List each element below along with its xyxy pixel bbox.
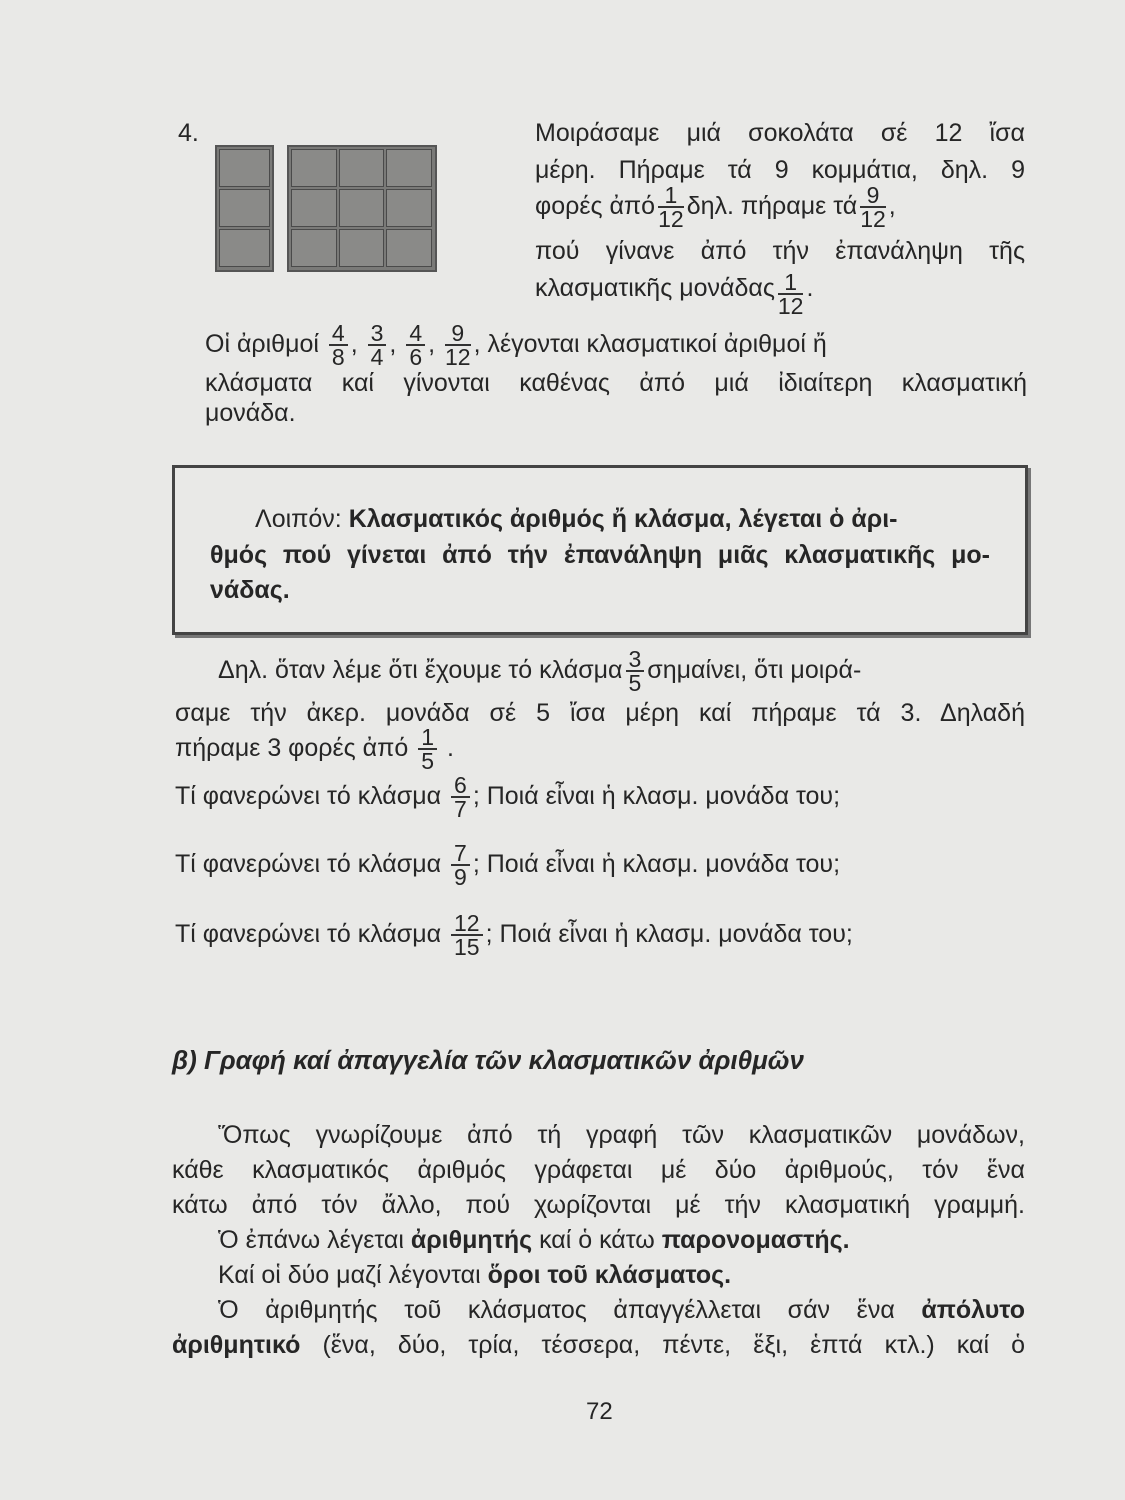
fraction [451, 910, 483, 961]
section-line [218, 1295, 1025, 1325]
fraction [658, 182, 684, 233]
denominator: 5 [421, 748, 435, 775]
numbers-line [205, 318, 827, 370]
fraction [368, 320, 387, 371]
denominator: 5 [628, 670, 642, 697]
fraction [778, 271, 804, 317]
denominator: 12 [658, 206, 684, 233]
text: σημαίνει, ὅτι μοιρά- [647, 656, 862, 684]
definition-line [255, 504, 990, 534]
denominator: 9 [454, 864, 467, 891]
numerator: 1 [658, 184, 684, 208]
text: ; Ποιά εἶναι ἡ κλασμ. μονάδα του; [472, 850, 841, 878]
page-number: 72 [586, 1398, 613, 1425]
question-line [175, 770, 840, 822]
fraction [451, 772, 470, 823]
section-line [218, 1260, 731, 1290]
text: . [806, 274, 814, 302]
term-denominator: παρονομαστής. [661, 1226, 850, 1254]
section-line [218, 1225, 850, 1255]
denominator: 12 [777, 293, 804, 319]
term-fraction-terms: ὅροι τοῦ κλάσματος. [487, 1261, 732, 1289]
denominator: 4 [370, 344, 384, 371]
text: Τί φανερώνει τό κλάσμα [175, 920, 442, 948]
text: Οἱ ἀριθμοί [205, 330, 319, 358]
text: καί ὁ κάτω [532, 1226, 662, 1254]
numerator: 3 [626, 648, 645, 672]
numerator: 3 [368, 322, 387, 346]
section-heading: β) Γραφή καί ἀπαγγελία τῶν κλασματικῶν ἀριθμῶν [172, 1045, 804, 1075]
text: πήραμε 3 φορές ἀπό [175, 734, 409, 762]
separator: , [389, 330, 397, 358]
denominator: 15 [454, 934, 480, 961]
fraction [406, 320, 425, 371]
exercise-line [535, 180, 896, 232]
exercise-line: μέρη. Πήραμε τά 9 κομμάτια, δηλ. 9 [535, 156, 1025, 184]
definition-line: νάδας. [210, 576, 290, 604]
denominator: 7 [454, 796, 467, 823]
fraction [451, 840, 470, 891]
fraction [626, 646, 645, 697]
denominator: 6 [409, 344, 423, 371]
exercise-number: 4. [178, 119, 199, 147]
section-line [172, 1330, 1025, 1360]
text: Δηλ. ὅταν λέμε ὅτι ἔχουμε τό κλάσμα [218, 656, 623, 684]
text: φορές ἀπό [535, 192, 656, 220]
fraction [445, 320, 471, 371]
definition-line: θμός πού γίνεται ἀπό τήν ἐπανάληψη μιᾶς κλασματικῆς μο- [210, 541, 990, 569]
text: . [446, 734, 454, 762]
fraction [860, 182, 886, 233]
numerator: 1 [778, 271, 804, 295]
example-line: σαμε τήν ἀκερ. μονάδα σέ 5 ἴσα μέρη καί πήραμε τά 3. Δηλαδή [175, 699, 1025, 727]
text: (ἕνα, δύο, τρία, τέσσερα, πέντε, ἕξι, ἑπτά κτλ.) καί ὁ [300, 1331, 1025, 1359]
separator: , [428, 330, 436, 358]
denominator: 12 [860, 206, 886, 233]
denominator: 12 [445, 344, 471, 371]
numerator: 4 [329, 322, 348, 346]
text: δηλ. πήραμε τά [686, 192, 858, 220]
numerator: 9 [860, 184, 886, 208]
numbers-line: κλάσματα καί γίνονται καθένας ἀπό μιά ἰδιαίτερη κλασματική [205, 369, 1027, 397]
bold-text: Κλασματικός ἀριθμός ἤ κλάσμα, λέγεται ὁ ἀρι- [348, 505, 898, 533]
text: Τί φανερώνει τό κλάσμα [175, 782, 442, 810]
text: , λέγονται κλασματικοί ἀριθμοί ἤ [473, 330, 827, 358]
exercise-line [535, 262, 813, 317]
numerator: 9 [445, 322, 471, 346]
example-line [175, 722, 454, 774]
text: Καί οἱ δύο μαζί λέγονται [218, 1261, 488, 1289]
exercise-line: Μοιράσαμε μιά σοκολάτα σέ 12 ἴσα [535, 119, 1025, 147]
question-line [175, 908, 853, 960]
text: Ὁ ἐπάνω λέγεται [218, 1226, 411, 1254]
section-line: κάθε κλασματικός ἀριθμός γράφεται μέ δύο ἀριθμούς, τόν ἕνα [172, 1156, 1025, 1184]
text: Λοιπόν: [255, 505, 349, 533]
numerator: 6 [451, 774, 470, 798]
text: ; Ποιά εἶναι ἡ κλασμ. μονάδα του; [485, 920, 853, 948]
fraction [329, 320, 348, 371]
text: , [888, 192, 896, 220]
numerator: 7 [451, 842, 470, 866]
numbers-line: μονάδα. [205, 399, 296, 427]
denominator: 8 [331, 344, 345, 371]
question-line [175, 838, 840, 890]
exercise-line: πού γίνανε ἀπό τήν ἐπανάληψη τῆς [535, 237, 1025, 265]
text: Τί φανερώνει τό κλάσμα [175, 850, 442, 878]
term-arithmetic: ἀριθμητικό [172, 1331, 301, 1359]
text: ; Ποιά εἶναι ἡ κλασμ. μονάδα του; [472, 782, 841, 810]
fraction [418, 724, 437, 775]
section-line: κάτω ἀπό τόν ἄλλο, πού χωρίζονται μέ τήν κλασματική γραμμή. [172, 1191, 1025, 1219]
numerator: 12 [451, 912, 483, 936]
term-numerator: ἀριθμητής [410, 1226, 533, 1254]
numerator: 1 [418, 726, 437, 750]
numerator: 4 [406, 322, 425, 346]
example-line [218, 644, 1025, 696]
term-absolute: ἀπόλυτο [921, 1296, 1025, 1324]
text: Ὁ ἀριθμητής τοῦ κλάσματος ἀπαγγέλλεται σάν ἕνα [218, 1296, 922, 1324]
section-line: Ὅπως γνωρίζουμε ἀπό τή γραφή τῶν κλασματικῶν μονάδων, [218, 1121, 1025, 1149]
separator: , [350, 330, 358, 358]
text: κλασματικῆς μονάδας [535, 274, 775, 302]
